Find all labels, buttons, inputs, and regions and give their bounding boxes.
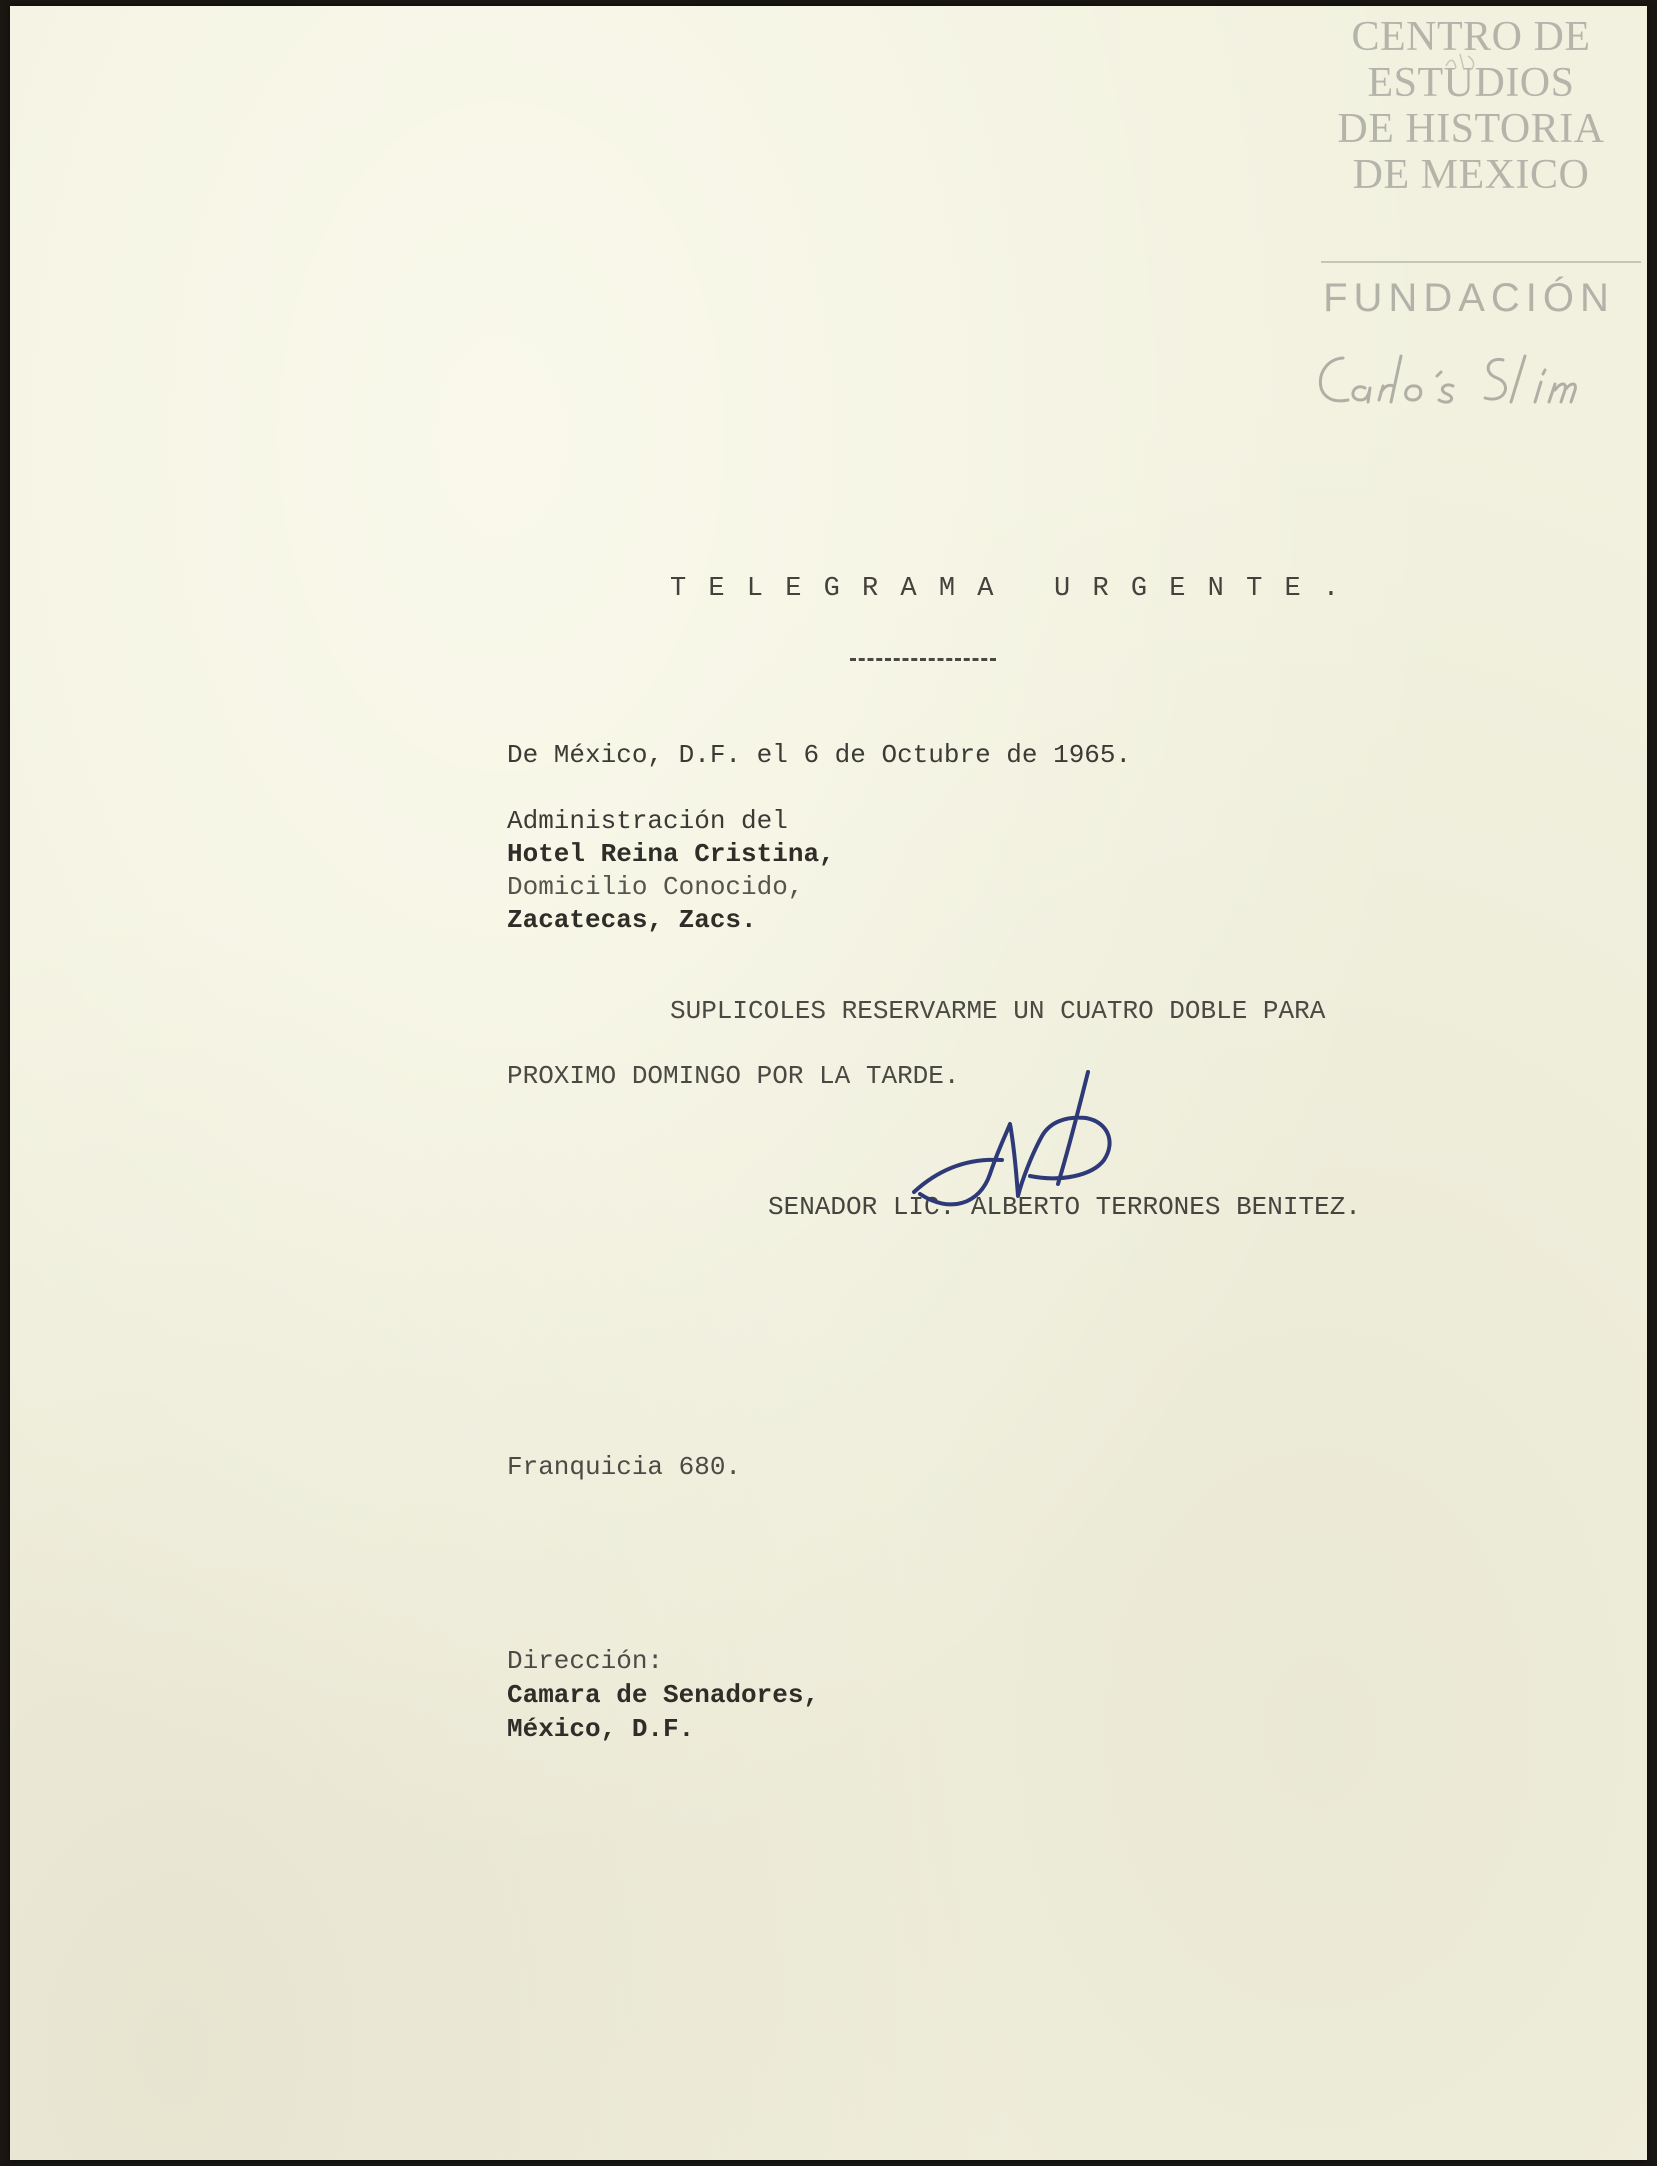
pencil-mark <box>1442 46 1482 76</box>
watermark-foundation: FUNDACIÓN <box>1323 276 1615 320</box>
document-title: T E L E G R A M A U R G E N T E . <box>670 574 1343 604</box>
recipient-line-3: Domicilio Conocido, <box>507 872 804 902</box>
recipient-line-2: Hotel Reina Cristina, <box>507 839 835 869</box>
watermark-divider <box>1321 261 1641 263</box>
title-underline <box>850 658 996 661</box>
handwritten-signature <box>910 1064 1140 1244</box>
message-line-2: PROXIMO DOMINGO POR LA TARDE. <box>507 1061 960 1091</box>
address-line-1: Camara de Senadores, <box>507 1680 820 1710</box>
date-line: De México, D.F. el 6 de Octubre de 1965. <box>507 740 1132 770</box>
address-line-2: México, D.F. <box>507 1714 695 1744</box>
watermark-line-2: ESTUDIOS <box>1367 60 1575 106</box>
watermark-line-3: DE HISTORIA <box>1337 106 1605 152</box>
recipient-line-1: Administración del <box>507 806 788 836</box>
message-line-1: SUPLICOLES RESERVARME UN CUATRO DOBLE PARA <box>670 996 1326 1026</box>
franchise-number: Franquicia 680. <box>507 1452 742 1482</box>
document-page <box>10 6 1647 2160</box>
signer-name: SENADOR LIC. ALBERTO TERRONES BENITEZ. <box>768 1192 1361 1222</box>
address-label: Dirección: <box>507 1646 664 1676</box>
recipient-line-4: Zacatecas, Zacs. <box>507 905 757 935</box>
watermark-line-1: CENTRO DE <box>1351 14 1591 60</box>
watermark-line-4: DE MEXICO <box>1352 152 1590 198</box>
archive-watermark <box>1301 14 1641 198</box>
carlos-slim-signature-logo <box>1303 338 1643 418</box>
